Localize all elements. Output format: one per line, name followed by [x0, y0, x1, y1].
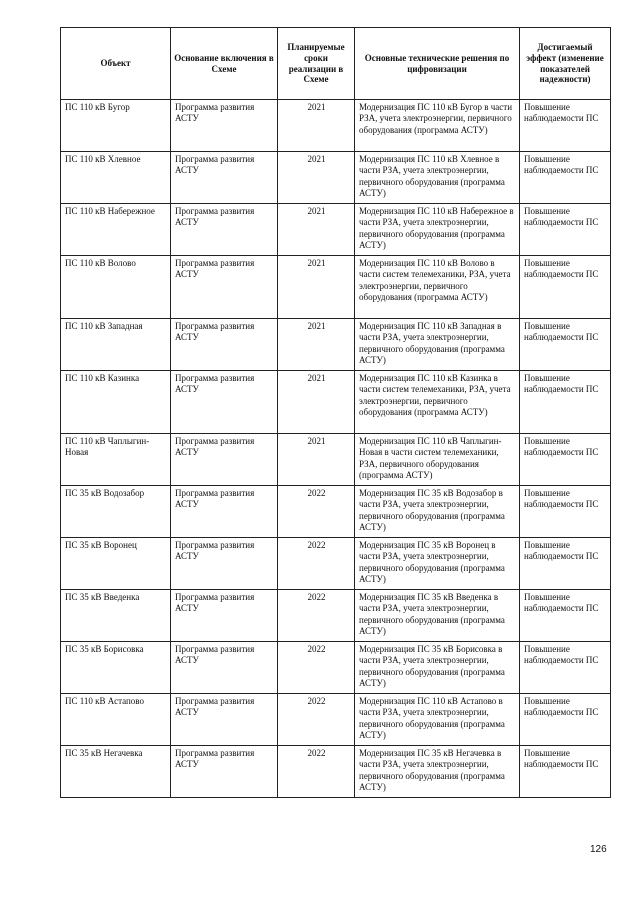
digitalization-table	[60, 27, 611, 798]
cell-year: 2021	[278, 434, 355, 486]
table-row	[61, 319, 611, 371]
cell-solution: Модернизация ПС 35 кВ Водозабор в части РЗА, учета электроэнергии, первичного оборудования (программа АСТУ)	[355, 486, 520, 538]
cell-solution: Модернизация ПС 110 кВ Чаплыгин-Новая в части систем телемеханики, РЗА, первичного оборудования (программа АСТУ)	[355, 434, 520, 486]
cell-effect: Повышение наблюдаемости ПС	[520, 152, 611, 204]
cell-basis: Программа развития АСТУ	[171, 590, 278, 642]
cell-basis: Программа развития АСТУ	[171, 371, 278, 434]
table-row	[61, 746, 611, 798]
header-solutions: Основные технические решения по цифровизации	[355, 28, 520, 100]
cell-year: 2021	[278, 371, 355, 434]
cell-year: 2022	[278, 694, 355, 746]
header-timeline: Планируемые сроки реализации в Схеме	[278, 28, 355, 100]
cell-solution: Модернизация ПС 110 кВ Волово в части систем телемеханики, РЗА, учета электроэнергии, первичного оборудования (программа АСТУ)	[355, 256, 520, 319]
cell-basis: Программа развития АСТУ	[171, 152, 278, 204]
header-object: Объект	[61, 28, 171, 100]
cell-effect: Повышение наблюдаемости ПС	[520, 100, 611, 152]
cell-object: ПС 110 кВ Чаплыгин-Новая	[61, 434, 171, 486]
header-basis: Основание включения в Схеме	[171, 28, 278, 100]
cell-object: ПС 35 кВ Борисовка	[61, 642, 171, 694]
table-row	[61, 694, 611, 746]
cell-object: ПС 110 кВ Астапово	[61, 694, 171, 746]
cell-year: 2021	[278, 100, 355, 152]
cell-object: ПС 110 кВ Западная	[61, 319, 171, 371]
cell-object: ПС 110 кВ Бугор	[61, 100, 171, 152]
cell-effect: Повышение наблюдаемости ПС	[520, 204, 611, 256]
cell-object: ПС 110 кВ Набережное	[61, 204, 171, 256]
table-row	[61, 590, 611, 642]
cell-basis: Программа развития АСТУ	[171, 746, 278, 798]
table-row	[61, 642, 611, 694]
cell-effect: Повышение наблюдаемости ПС	[520, 486, 611, 538]
cell-effect: Повышение наблюдаемости ПС	[520, 371, 611, 434]
table-row	[61, 152, 611, 204]
cell-object: ПС 35 кВ Негачевка	[61, 746, 171, 798]
cell-object: ПС 35 кВ Воронец	[61, 538, 171, 590]
cell-year: 2022	[278, 590, 355, 642]
cell-effect: Повышение наблюдаемости ПС	[520, 538, 611, 590]
table-row	[61, 204, 611, 256]
table-row	[61, 538, 611, 590]
cell-solution: Модернизация ПС 110 кВ Западная в части РЗА, учета электроэнергии, первичного оборудования (программа АСТУ)	[355, 319, 520, 371]
cell-solution: Модернизация ПС 110 кВ Казинка в части систем телемеханики, РЗА, учета электроэнергии, первичного оборудования (программа АСТУ)	[355, 371, 520, 434]
cell-object: ПС 110 кВ Казинка	[61, 371, 171, 434]
cell-basis: Программа развития АСТУ	[171, 642, 278, 694]
cell-solution: Модернизация ПС 110 кВ Астапово в части РЗА, учета электроэнергии, первичного оборудования (программа АСТУ)	[355, 694, 520, 746]
cell-year: 2021	[278, 204, 355, 256]
cell-year: 2021	[278, 256, 355, 319]
cell-basis: Программа развития АСТУ	[171, 100, 278, 152]
cell-solution: Модернизация ПС 110 кВ Набережное в части РЗА, учета электроэнергии, первичного оборудования (программа АСТУ)	[355, 204, 520, 256]
table-row	[61, 256, 611, 319]
table-header-row	[61, 28, 611, 100]
cell-effect: Повышение наблюдаемости ПС	[520, 694, 611, 746]
cell-basis: Программа развития АСТУ	[171, 434, 278, 486]
cell-solution: Модернизация ПС 35 кВ Введенка в части РЗА, учета электроэнергии, первичного оборудования (программа АСТУ)	[355, 590, 520, 642]
table-row	[61, 371, 611, 434]
cell-effect: Повышение наблюдаемости ПС	[520, 434, 611, 486]
cell-basis: Программа развития АСТУ	[171, 486, 278, 538]
cell-effect: Повышение наблюдаемости ПС	[520, 256, 611, 319]
cell-year: 2021	[278, 152, 355, 204]
cell-effect: Повышение наблюдаемости ПС	[520, 642, 611, 694]
cell-solution: Модернизация ПС 35 кВ Борисовка в части РЗА, учета электроэнергии, первичного оборудования (программа АСТУ)	[355, 642, 520, 694]
cell-solution: Модернизация ПС 35 кВ Негачевка в части РЗА, учета электроэнергии, первичного оборудования (программа АСТУ)	[355, 746, 520, 798]
cell-effect: Повышение наблюдаемости ПС	[520, 746, 611, 798]
table-row	[61, 486, 611, 538]
cell-year: 2022	[278, 538, 355, 590]
cell-effect: Повышение наблюдаемости ПС	[520, 590, 611, 642]
cell-year: 2022	[278, 642, 355, 694]
cell-solution: Модернизация ПС 35 кВ Воронец в части РЗА, учета электроэнергии, первичного оборудования (программа АСТУ)	[355, 538, 520, 590]
cell-solution: Модернизация ПС 110 кВ Бугор в части РЗА, учета электроэнергии, первичного оборудования (программа АСТУ)	[355, 100, 520, 152]
cell-year: 2022	[278, 746, 355, 798]
cell-object: ПС 110 кВ Волово	[61, 256, 171, 319]
table-row	[61, 434, 611, 486]
cell-year: 2022	[278, 486, 355, 538]
table-row	[61, 100, 611, 152]
cell-basis: Программа развития АСТУ	[171, 204, 278, 256]
cell-object: ПС 35 кВ Водозабор	[61, 486, 171, 538]
cell-basis: Программа развития АСТУ	[171, 319, 278, 371]
cell-basis: Программа развития АСТУ	[171, 256, 278, 319]
page-number: 126	[590, 844, 607, 855]
cell-effect: Повышение наблюдаемости ПС	[520, 319, 611, 371]
cell-basis: Программа развития АСТУ	[171, 538, 278, 590]
cell-basis: Программа развития АСТУ	[171, 694, 278, 746]
cell-solution: Модернизация ПС 110 кВ Хлевное в части РЗА, учета электроэнергии, первичного оборудования (программа АСТУ)	[355, 152, 520, 204]
cell-object: ПС 110 кВ Хлевное	[61, 152, 171, 204]
header-effect: Достигаемый эффект (изменение показателей надежности)	[520, 28, 611, 100]
cell-year: 2021	[278, 319, 355, 371]
cell-object: ПС 35 кВ Введенка	[61, 590, 171, 642]
